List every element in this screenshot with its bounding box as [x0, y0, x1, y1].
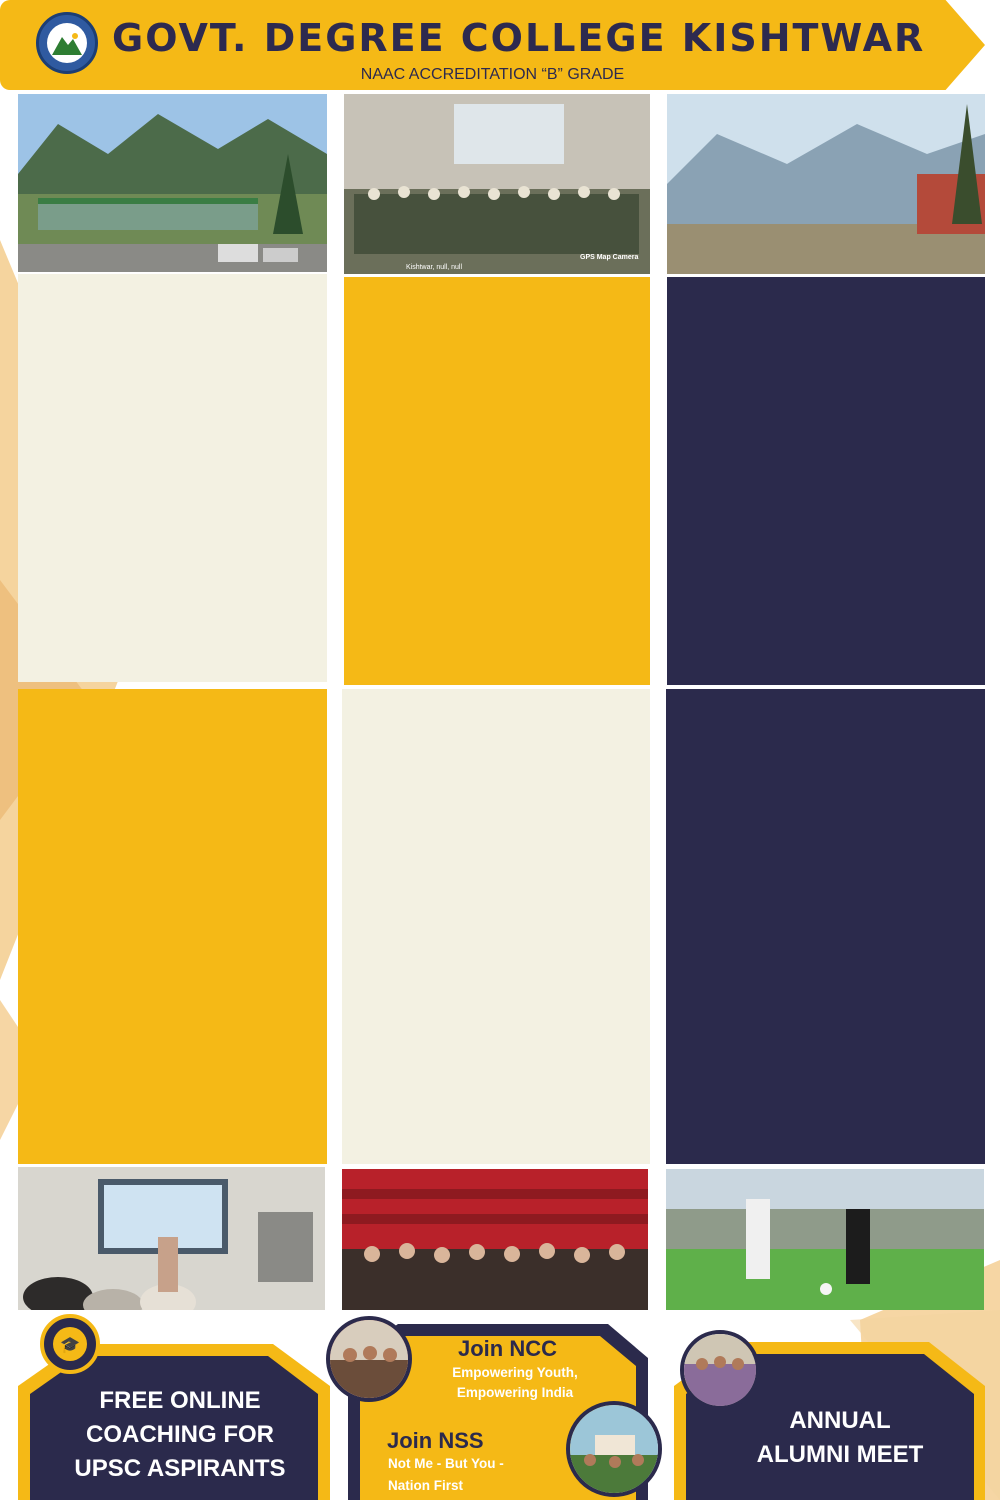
how-to-apply-panel	[342, 689, 650, 1164]
principal-panel	[18, 274, 327, 682]
mountain-icon	[52, 31, 82, 55]
alumni-card-text[interactable]: ANNUAL ALUMNI MEET	[756, 1407, 924, 1468]
classroom-photo	[18, 1167, 325, 1310]
ncc-photo	[326, 1316, 412, 1402]
accreditation-subtitle: NAAC ACCREDITATION “B” GRADE	[360, 66, 625, 83]
college-logo	[36, 12, 98, 74]
graduation-cap-badge	[40, 1314, 100, 1374]
event-photo-caption: Kishtwar, null, null	[406, 264, 463, 271]
programmes-panel	[18, 689, 327, 1164]
nss-tagline: Not Me - But You - Nation First	[388, 1456, 504, 1493]
nss-title[interactable]: Join NSS	[387, 1428, 484, 1453]
landscape-photo	[667, 94, 985, 274]
ncc-tagline: Empowering Youth, Empowering India	[452, 1365, 578, 1400]
help-desk-panel	[667, 277, 985, 685]
graduation-cap-icon: 🎓	[53, 1327, 87, 1361]
facilities-panel	[666, 689, 985, 1164]
coaching-card-text[interactable]: FREE ONLINE COACHING FOR UPSC ASPIRANTS	[74, 1387, 286, 1482]
futsal-photo	[666, 1169, 984, 1310]
alumni-photo	[680, 1330, 760, 1410]
college-title: GOVT. DEGREE COLLEGE KISHTWAR	[112, 16, 926, 60]
campus-photo	[18, 94, 327, 272]
ncc-title[interactable]: Join NCC	[458, 1336, 557, 1361]
event-photo	[344, 94, 650, 274]
admissions-panel	[344, 277, 650, 685]
nss-photo	[566, 1401, 662, 1497]
event-photo-badge: GPS Map Camera	[580, 254, 639, 261]
auditorium-photo	[342, 1169, 648, 1310]
